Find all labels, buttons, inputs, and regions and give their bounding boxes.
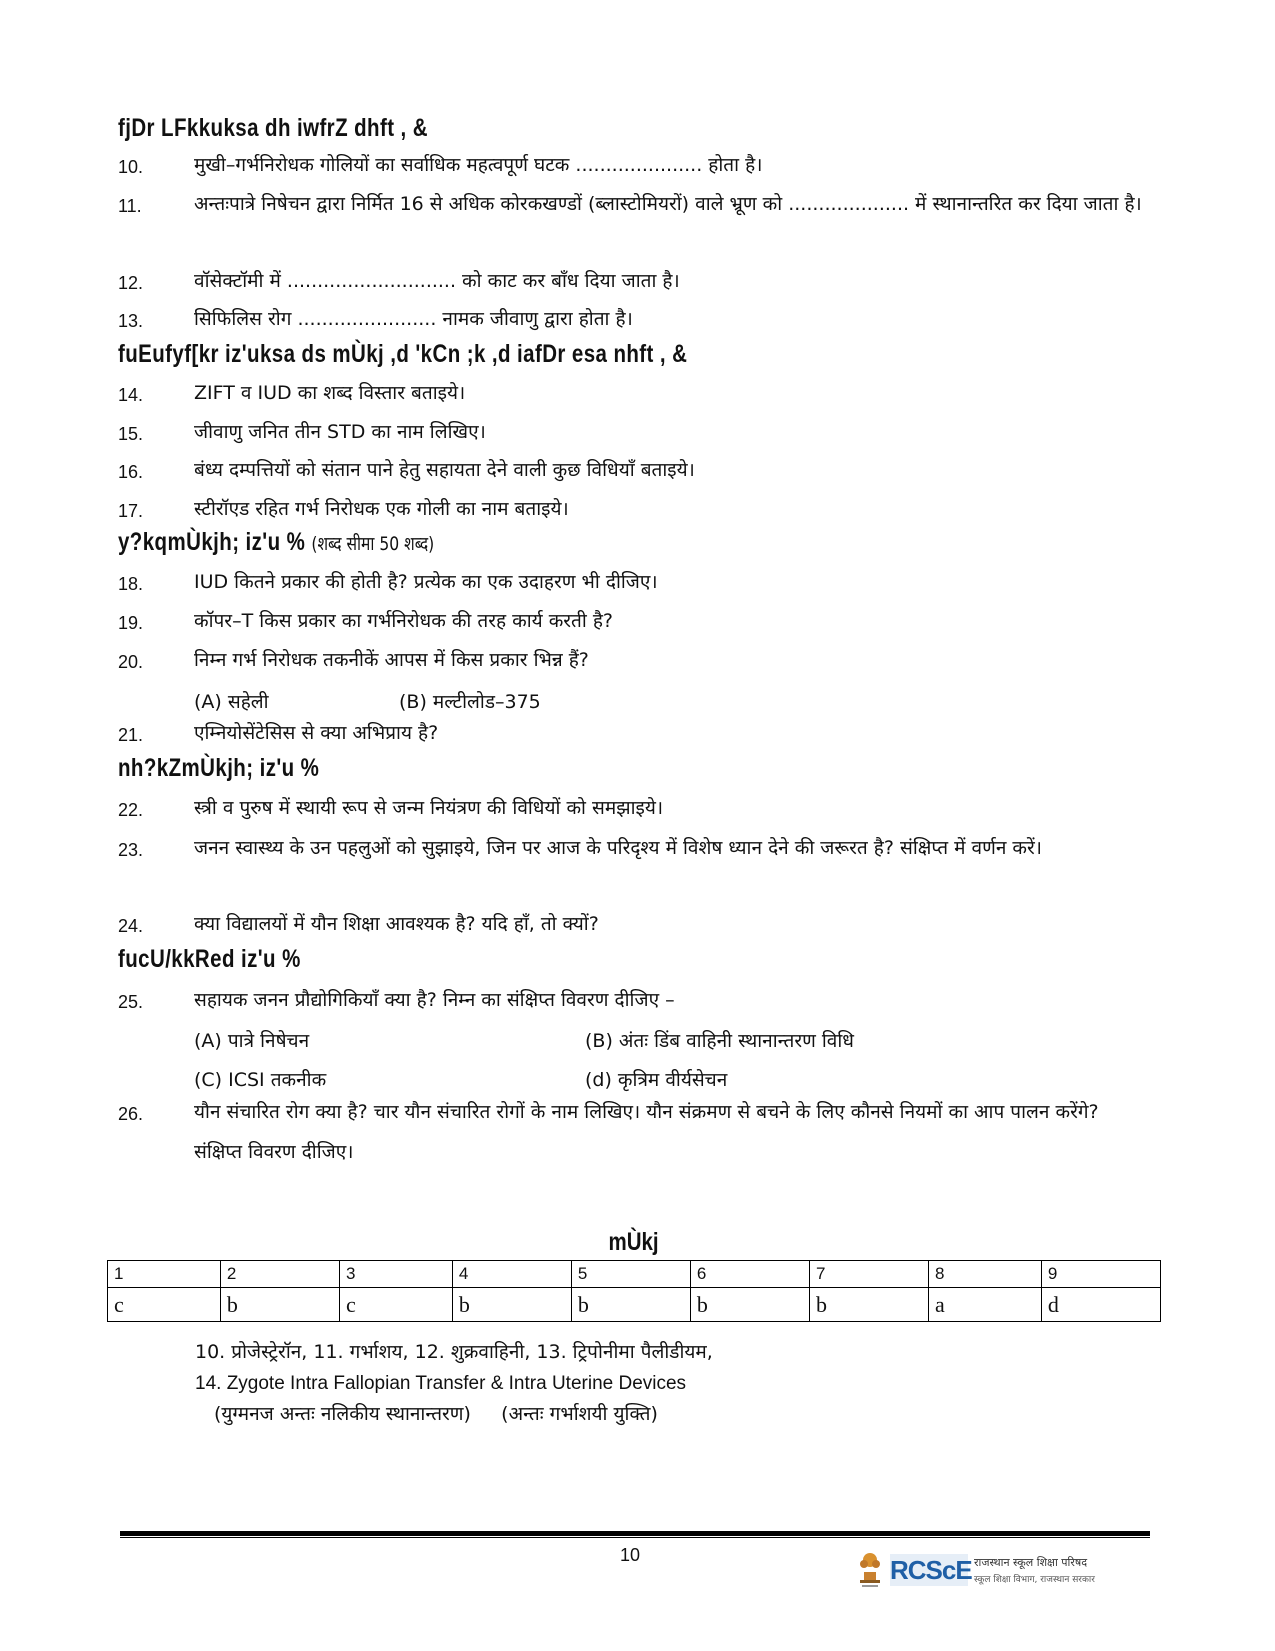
- word-limit-note: (शब्द सीमा 50 शब्द): [311, 533, 435, 555]
- answer-line-1: 10. प्रोजेस्ट्रेरॉन, 11. गर्भाशय, 12. शुक्रवाहिनी, 13. ट्रिपोनीमा पैलीडीयम,: [195, 1341, 713, 1363]
- section-heading-essay: fucU/kkRed iz'u %: [118, 945, 301, 973]
- answer-key-number-row: [108, 1261, 1161, 1288]
- org-name: राजस्थान स्कूल शिक्षा परिषद: [974, 1556, 1088, 1569]
- question-12: 12. वॉसेक्टॉमी में ............................ को काट कर बाँध दिया जाता है।: [118, 270, 680, 293]
- q25-option-a: (A) पात्रे निषेचन: [194, 1030, 310, 1052]
- question-16: 16. बंध्य दम्पत्तियों को संतान पाने हेतु सहायता देने वाली कुछ विधियाँ बताइये।: [118, 459, 695, 482]
- section-heading-fill-blanks: fjDr LFkkuksa dh iwfrZ dhft , &: [118, 114, 428, 142]
- answer-value: b: [690, 1288, 809, 1322]
- answer-number: 3: [339, 1261, 452, 1288]
- answer-number: 6: [690, 1261, 809, 1288]
- section-heading-long: nh?kZmÙkjh; iz'u %: [118, 754, 320, 782]
- answer-number: 8: [928, 1261, 1041, 1288]
- page-number: 10: [620, 1545, 641, 1565]
- answer-value: c: [108, 1288, 221, 1322]
- answer-line-2: 14. Zygote Intra Fallopian Transfer & Intra Uterine Devices: [195, 1373, 687, 1394]
- footer-rule: [120, 1531, 1150, 1536]
- answer-number: 4: [452, 1261, 571, 1288]
- rcsce-logo: [856, 1548, 1136, 1590]
- q25-option-c: (C) ICSI तकनीक: [194, 1069, 327, 1091]
- state-emblem-icon: [856, 1548, 884, 1590]
- question-23: 23. जनन स्वास्थ्य के उन पहलुओं को सुझाइये, जिन पर आज के परिदृश्य में विशेष ध्यान देने की जरूरत है? संक्षिप्त में वर्णन करें।: [118, 837, 1042, 860]
- question-13: 13. सिफिलिस रोग ....................... नामक जीवाणु द्वारा होता है।: [118, 308, 633, 331]
- q20-option-b: (B) मल्टीलोड–375: [399, 691, 541, 713]
- question-14: 14. ZIFT व IUD का शब्द विस्तार बताइये।: [118, 382, 466, 405]
- answer-value: b: [571, 1288, 690, 1322]
- question-19: 19. कॉपर–T किस प्रकार का गर्भनिरोधक की तरह कार्य करती है?: [118, 610, 614, 633]
- answer-key-title: mÙkj: [608, 1228, 659, 1256]
- answer-value: b: [452, 1288, 571, 1322]
- answer-number: 5: [571, 1261, 690, 1288]
- answer-number: 7: [809, 1261, 928, 1288]
- question-21: 21. एम्नियोसेंटेसिस से क्या अभिप्राय है?: [118, 722, 439, 745]
- org-dept: स्कूल शिक्षा विभाग, राजस्थान सरकार: [974, 1575, 1095, 1585]
- answer-line-3: (युग्मनज अन्तः नलिकीय स्थानान्तरण) (अन्तः गर्भाशयी युक्ति): [214, 1403, 658, 1425]
- answer-number: 9: [1041, 1261, 1160, 1288]
- question-17: 17. स्टीरॉएड रहित गर्भ निरोधक एक गोली का नाम बताइये।: [118, 498, 569, 521]
- q20-option-a: (A) सहेली: [194, 691, 269, 713]
- question-11: 11. अन्तःपात्रे निषेचन द्वारा निर्मित 16 से अधिक कोरकखण्डों (ब्लास्टोमियरों) वाले भ्रूण को .................... में स्थानान्तरित कर दिया जाता है।: [118, 193, 1142, 216]
- answer-value: c: [339, 1288, 452, 1322]
- section-heading-very-short: fuEufyf[kr iz'uksa ds mÙkj ,d 'kCn ;k ,d iafDr esa nhft , &: [118, 340, 688, 368]
- section-heading-short: y?kqmÙkjh; iz'u % (शब्द सीमा 50 शब्द): [118, 528, 435, 556]
- answer-value: a: [928, 1288, 1041, 1322]
- answer-number: 1: [108, 1261, 221, 1288]
- question-20: 20. निम्न गर्भ निरोधक तकनीकें आपस में किस प्रकार भिन्न हैं?: [118, 649, 589, 672]
- question-26: 26. यौन संचारित रोग क्या है? चार यौन संचारित रोगों के नाम लिखिए। यौन संक्रमण से बचने के लिए कौनसे नियमों का आप पालन करेंगे? संक्षिप्त विवरण दीजिए।: [118, 1101, 1099, 1163]
- answer-value: b: [809, 1288, 928, 1322]
- rcsce-wordmark: RCScE: [890, 1555, 972, 1585]
- q25-option-b: (B) अंतः डिंब वाहिनी स्थानान्तरण विधि: [585, 1030, 854, 1052]
- answer-key-table: [107, 1260, 1161, 1322]
- question-18: 18. IUD कितने प्रकार की होती है? प्रत्येक का एक उदाहरण भी दीजिए।: [118, 571, 658, 594]
- answer-number: 2: [220, 1261, 339, 1288]
- question-22: 22. स्त्री व पुरुष में स्थायी रूप से जन्म नियंत्रण की विधियों को समझाइये।: [118, 797, 664, 820]
- question-24: 24. क्या विद्यालयों में यौन शिक्षा आवश्यक है? यदि हाँ, तो क्यों?: [118, 913, 599, 936]
- q25-option-d: (d) कृत्रिम वीर्यसेचन: [585, 1069, 728, 1091]
- question-10: 10. मुखी–गर्भनिरोधक गोलियों का सर्वाधिक महत्वपूर्ण घटक ..................... होता है।: [118, 154, 763, 177]
- question-25: 25. सहायक जनन प्रौद्योगिकियाँ क्या है? निम्न का संक्षिप्त विवरण दीजिए –: [118, 989, 675, 1012]
- footer-rule-thin: [120, 1537, 1150, 1538]
- question-15: 15. जीवाणु जनित तीन STD का नाम लिखिए।: [118, 421, 486, 444]
- answer-value: d: [1041, 1288, 1160, 1322]
- answer-key-answer-row: [108, 1288, 1161, 1322]
- answer-value: b: [220, 1288, 339, 1322]
